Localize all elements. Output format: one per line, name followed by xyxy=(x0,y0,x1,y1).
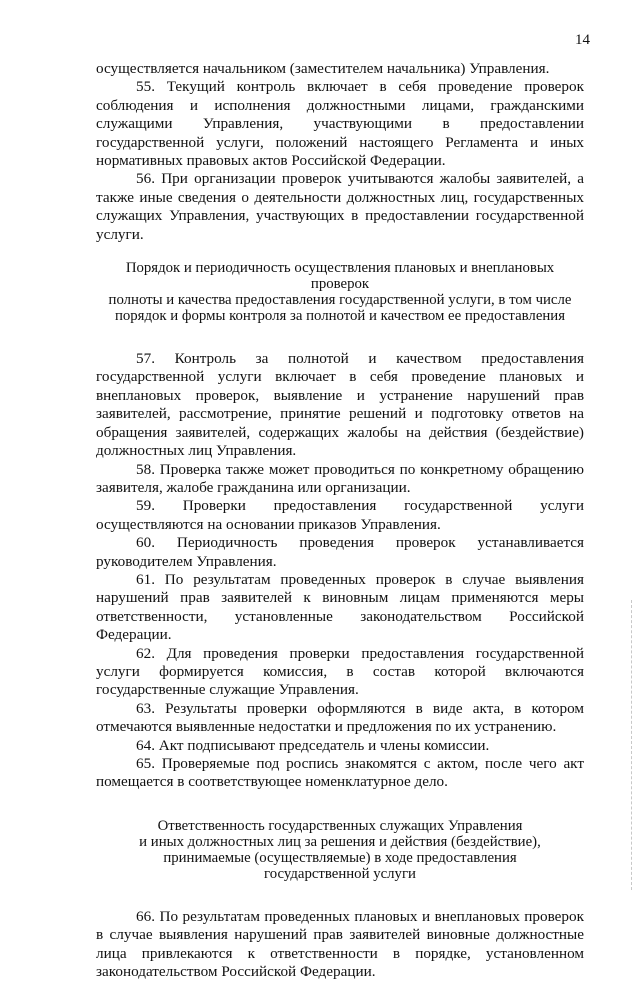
heading-line: и иных должностных лиц за решения и действия (бездействие), xyxy=(139,833,541,850)
heading-line: Порядок и периодичность осуществления плановых и внеплановых проверок xyxy=(125,260,555,293)
paragraph-54-tail: осуществляется начальником (заместителем начальника) Управления. xyxy=(96,60,550,77)
heading-line: порядок и формы контроля за полнотой и качеством ее предоставления xyxy=(114,308,566,325)
section-heading-responsibility xyxy=(96,818,584,882)
paragraph-63: 63. Результаты проверки оформляются в виде акта, в котором отмечаются выявленные недостатки и предложения по их устранению. xyxy=(96,699,584,736)
paragraph-55: 55. Текущий контроль включает в себя проведение проверок соблюдения и исполнения должностными лицами, гражданскими служащими Управления, участвующими в предоставлении государственной услуги, положений настоящего Регламента и иных нормативных правовых актов Российской Федерации. xyxy=(96,78,584,170)
paragraph-66: 66. По результатам проведенных плановых и внеплановых проверок в случае выявления нарушений прав заявителей виновные должностные лица привлекаются к ответственности в порядке, установленном законодательством Российской Федерации. xyxy=(96,907,584,981)
paragraph-60: 60. Периодичность проведения проверок устанавливается руководителем Управления. xyxy=(96,534,584,570)
paragraph-58: 58. Проверка также может проводиться по конкретному обращению заявителя, жалобе гражданина или организации. xyxy=(96,460,584,496)
paragraph-61: 61. По результатам проведенных проверок в случае выявления нарушений прав заявителей к виновным лицам применяются меры ответственности, установленные законодательством Российской Федерации. xyxy=(96,570,584,644)
paragraph-57: 57. Контроль за полнотой и качеством предоставления государственной услуги включает в себя проведение плановых и внеплановых проверок, выявление и устранение нарушений прав заявителей, рассмотрение, принятие решений и подготовку ответов на обращения заявителей, содержащих жалобы на действия (бездействие) должностных лиц Управления. xyxy=(96,350,584,460)
paragraph-56: 56. При организации проверок учитываются жалобы заявителей, а также иные сведения о деятельности должностных лиц, государственных служащих Управления, участвующих в предоставлении государственной услуги. xyxy=(96,170,584,243)
page-number: 14 xyxy=(575,32,590,48)
heading-line: полноты и качества предоставления государственной услуги, в том числе xyxy=(108,292,572,309)
heading-line: государственной услуги xyxy=(264,865,416,882)
section-heading-inspections xyxy=(96,260,584,324)
paragraph-59: 59. Проверки предоставления государственной услуги осуществляются на основании приказов Управления. xyxy=(96,497,584,533)
document-body xyxy=(96,60,584,981)
heading-line: принимаемые (осуществляемые) в ходе предоставления xyxy=(163,849,517,866)
paragraph-62: 62. Для проведения проверки предоставления государственной услуги формируется комиссия, в состав которой включаются государственные служащие Управления. xyxy=(96,644,584,699)
scan-edge-artifact xyxy=(630,600,632,890)
paragraph-65: 65. Проверяемые под роспись знакомятся с актом, после чего акт помещается в соответствующее номенклатурное дело. xyxy=(96,755,584,791)
paragraph-64: 64. Акт подписывают председатель и члены комиссии. xyxy=(136,736,490,754)
heading-line: Ответственность государственных служащих Управления xyxy=(157,817,523,834)
